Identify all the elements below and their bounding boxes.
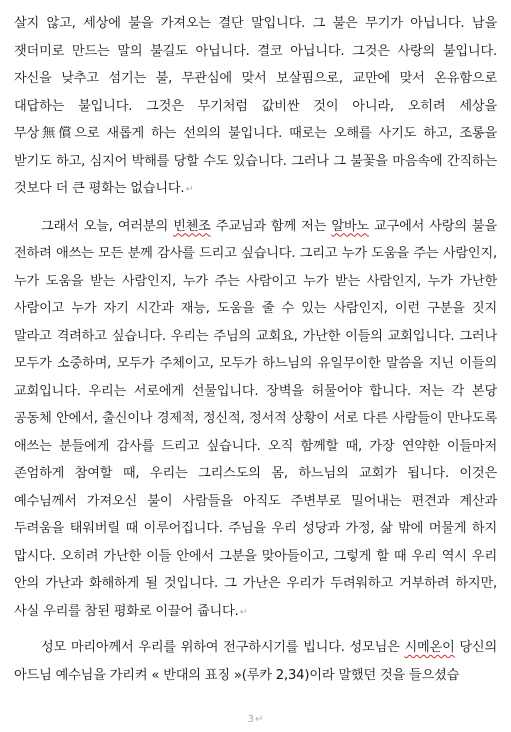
spellcheck-flagged-word[interactable]: 빈첸조 bbox=[173, 218, 211, 234]
paragraph-3-text-part-1: 성모 마리아께서 우리를 위하여 전구하시기를 빕니다. 성모님은 bbox=[41, 640, 405, 655]
paragraph-spacing bbox=[14, 626, 497, 634]
spellcheck-flagged-word[interactable]: 알바노 bbox=[331, 218, 369, 234]
paragraph-spacing bbox=[14, 204, 497, 213]
paragraph-mark-icon: ↵ bbox=[185, 184, 194, 195]
paragraph-3-text-part-2: 당신의 아드님 예수님을 가리켜 « 반대의 표징 »(루카 2,34)이라 말했던 것을 들으셨습 bbox=[14, 640, 498, 683]
page-number: 3 bbox=[247, 714, 254, 725]
paragraph-mark-icon: ↵ bbox=[254, 714, 264, 725]
document-body bbox=[14, 10, 497, 689]
paragraph-2-text-part-2: 주교님과 함께 저는 bbox=[210, 218, 332, 234]
paragraph-1-text: 살지 않고, 세상에 불을 가져오는 결단 말입니다. 그 불은 무기가 아닙니다. 남을 잿더미로 만드는 말의 불길도 아닙니다. 결코 아닙니다. 그것은 사랑의 불입니다. 자신을 낮추고 섬기는 불, 무관심에 맞서 보살핌으로, 교만에 맞서 온유함으로 대답하는 불입니다. 그것은 무기처럼 값비싼 것이 아니라, 오히려 세상을 무상無償으로 새롭게 하는 선의의 불입니다. 때로는 오해를 사기도 하고, 조롱을 받기도 하고, 심지어 박해를 당할 수도 있습니다. 그러나 그 불꽃을 마음속에 간직하는 것보다 더 큰 평화는 없습니다. bbox=[14, 16, 497, 196]
paragraph-3 bbox=[14, 634, 497, 689]
paragraph-2-text-part-1: 그래서 오늘, 여러분의 bbox=[41, 218, 174, 234]
paragraph-1 bbox=[14, 10, 497, 204]
paragraph-2-text-part-3: 교구에서 사랑의 불을 전하려 애쓰는 모든 분께 감사를 드리고 싶습니다. 그리고 누가 도움을 주는 사람인지, 누가 도움을 받는 사람인지, 누가 주는 사람이고 누가 받는 사람인지, 누가 가난한 사람이고 누가 자기 시간과 재능, 도움을 줄 수 있는 사람인지, 이런 구분을 짓지 말라고 격려하고 싶습니다. 우리는 주님의 교회요, 가난한 이들의 교회입니다. 그러나 모두가 소중하며, 모두가 주체이고, 모두가 하느님의 유일무이한 말씀을 지닌 이들의 교회입니다. 우리는 서로에게 선물입니다. 장벽을 허물어야 합니다. 저는 각 본당 공동체 안에서, 출신이나 경제적, 정신적, 정서적 상황이 서로 다른 사람들이 만나도록 애쓰는 분들에게 감사를 드리고 싶습니다. 오직 함께할 때, 가장 연약한 이들마저 존엄하게 참여할 때, 우리는 그리스도의 몸, 하느님의 교회가 됩니다. 이것은 예수님께서 가져오신 불이 사람들을 아직도 주변부로 밀어내는 편견과 계산과 두려움을 태워버릴 때 이루어집니다. 주님을 우리 성당과 가정, 삶 밖에 머물게 하지 맙시다. 오히려 가난한 이들 안에서 그분을 맞아들이고, 그렇게 할 때 우리 역시 우리 안의 가난과 화해하게 될 것입니다. 그 가난은 우리가 두려워하고 거부하려 하지만, 사실 우리를 참된 평화로 이끌어 줍니다. bbox=[14, 218, 498, 619]
spellcheck-flagged-word[interactable]: 시메온이 bbox=[404, 640, 455, 655]
paragraph-2 bbox=[14, 213, 497, 627]
paragraph-mark-icon: ↵ bbox=[239, 606, 248, 618]
page-footer bbox=[0, 714, 511, 725]
